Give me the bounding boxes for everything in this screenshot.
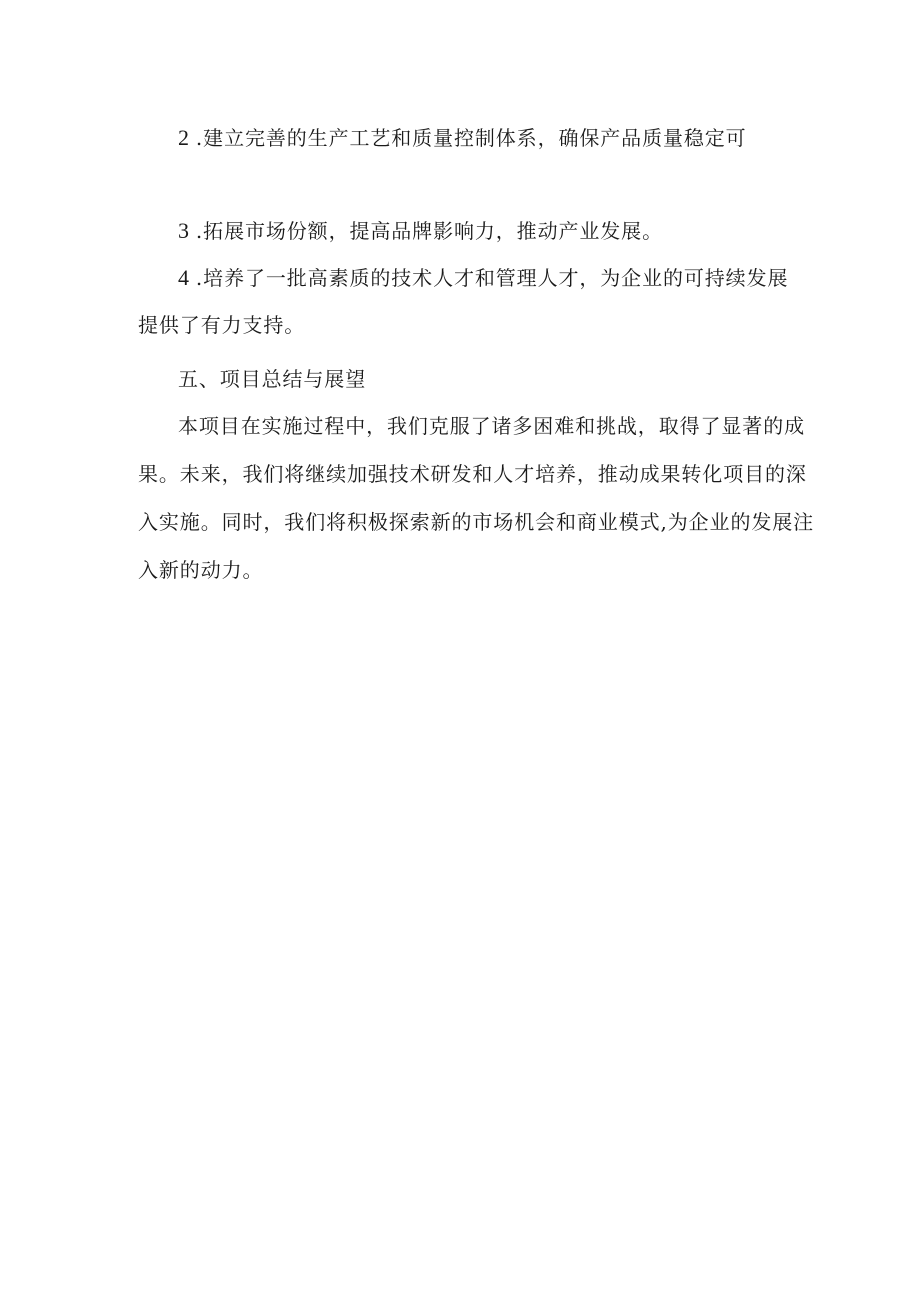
summary-line-1: 本项目在实施过程中，我们克服了诸多困难和挑战，取得了显著的成	[178, 414, 805, 438]
summary-line-4: 入新的动力。	[138, 558, 264, 582]
list-number: 4	[178, 265, 190, 290]
list-item-text: .建立完善的生产工艺和质量控制体系，确保产品质量稳定可	[195, 126, 747, 150]
list-item-text: .培养了一批高素质的技术人才和管理人才，为企业的可持续发展	[195, 266, 789, 290]
section-heading: 五、项目总结与展望	[178, 367, 367, 391]
list-item-3	[178, 218, 788, 244]
list-number: 2	[178, 125, 190, 150]
list-item-4-continuation: 提供了有力支持。	[138, 313, 306, 337]
list-item-2	[178, 125, 788, 151]
list-number: 3	[178, 218, 190, 243]
list-item-text: .拓展市场份额，提高品牌影响力，推动产业发展。	[195, 219, 663, 243]
summary-line-2: 果。未来，我们将继续加强技术研发和人才培养，推动成果转化项目的深	[138, 462, 807, 486]
list-item-4	[178, 265, 788, 291]
summary-line-3: 入实施。同时，我们将积极探索新的市场机会和商业模式,为企业的发展注	[138, 510, 815, 534]
